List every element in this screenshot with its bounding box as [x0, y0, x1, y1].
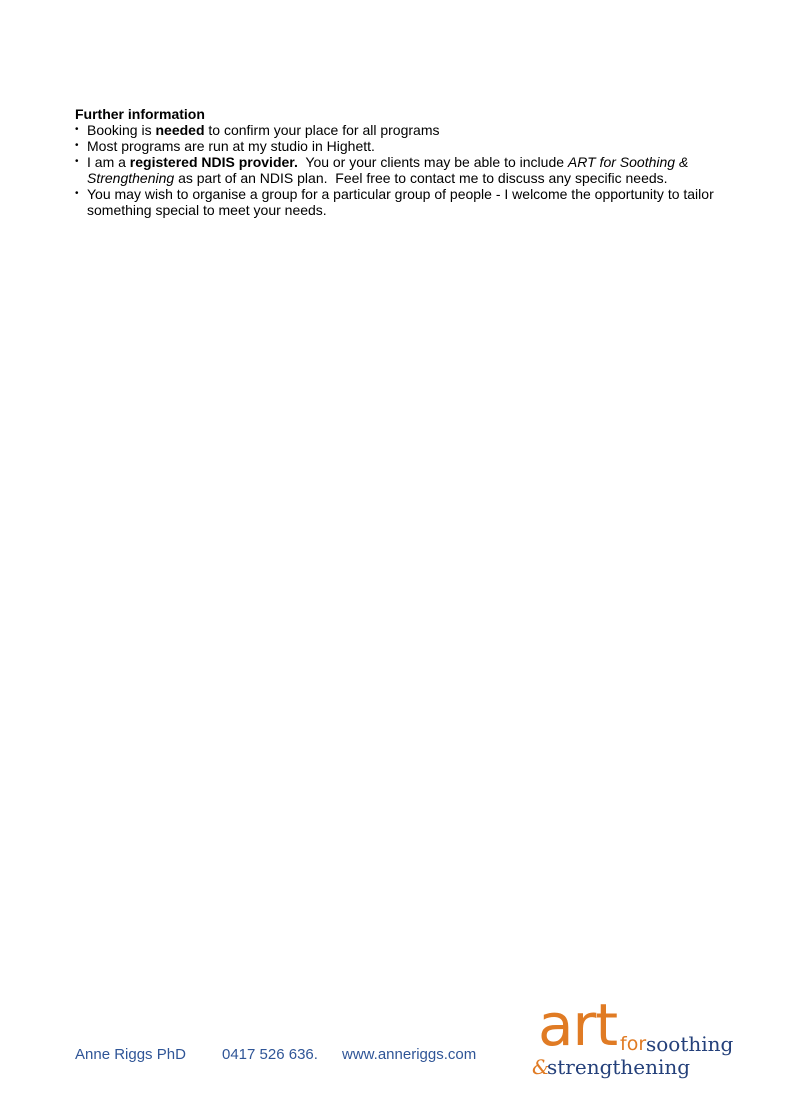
booking-text-emphasis: needed — [155, 122, 205, 138]
list-item-location — [75, 138, 735, 154]
ndis-text-emphasis: registered NDIS provider. — [129, 154, 298, 170]
bullet-icon: • — [75, 156, 79, 167]
ndis-text-middle: You or your clients may be able to include — [297, 154, 568, 170]
footer-phone: 0417 526 636. — [222, 1046, 318, 1063]
further-information-heading: Further information — [75, 106, 205, 122]
art-for-soothing-strengthening-logo — [532, 991, 760, 1085]
logo-strengthening-word: strengthening — [547, 1055, 691, 1079]
further-information-list — [75, 122, 735, 218]
list-item-ndis — [75, 154, 735, 186]
logo-ampersand: & — [532, 1055, 550, 1079]
footer-website-link[interactable]: www.anneriggs.com — [342, 1046, 477, 1063]
location-text: Most programs are run at my studio in Highett. — [87, 138, 375, 154]
list-item-booking — [75, 122, 735, 138]
ndis-program-name: ART for Soothing & Strengthening — [87, 154, 689, 186]
logo-soothing-word: soothing — [646, 1032, 734, 1056]
list-item-groups — [75, 186, 735, 218]
groups-text: You may wish to organise a group for a particular group of people - I welcome the opportunity to tailor something special to meet your needs. — [87, 186, 714, 218]
footer-name: Anne Riggs PhD — [75, 1046, 186, 1063]
further-information-section — [75, 106, 735, 218]
ndis-text-end: as part of an NDIS plan. Feel free to contact me to discuss any specific needs. — [174, 170, 668, 186]
footer-contact — [75, 1046, 476, 1064]
bullet-icon: • — [75, 140, 79, 151]
bullet-icon: • — [75, 188, 79, 199]
bullet-icon: • — [75, 124, 79, 135]
ndis-text-start: I am a — [87, 154, 130, 170]
logo-for-word: for — [620, 1033, 647, 1055]
booking-text-start: Booking is — [87, 122, 156, 138]
booking-text-end: to confirm your place for all programs — [204, 122, 440, 138]
logo-art-word: art — [538, 991, 618, 1059]
